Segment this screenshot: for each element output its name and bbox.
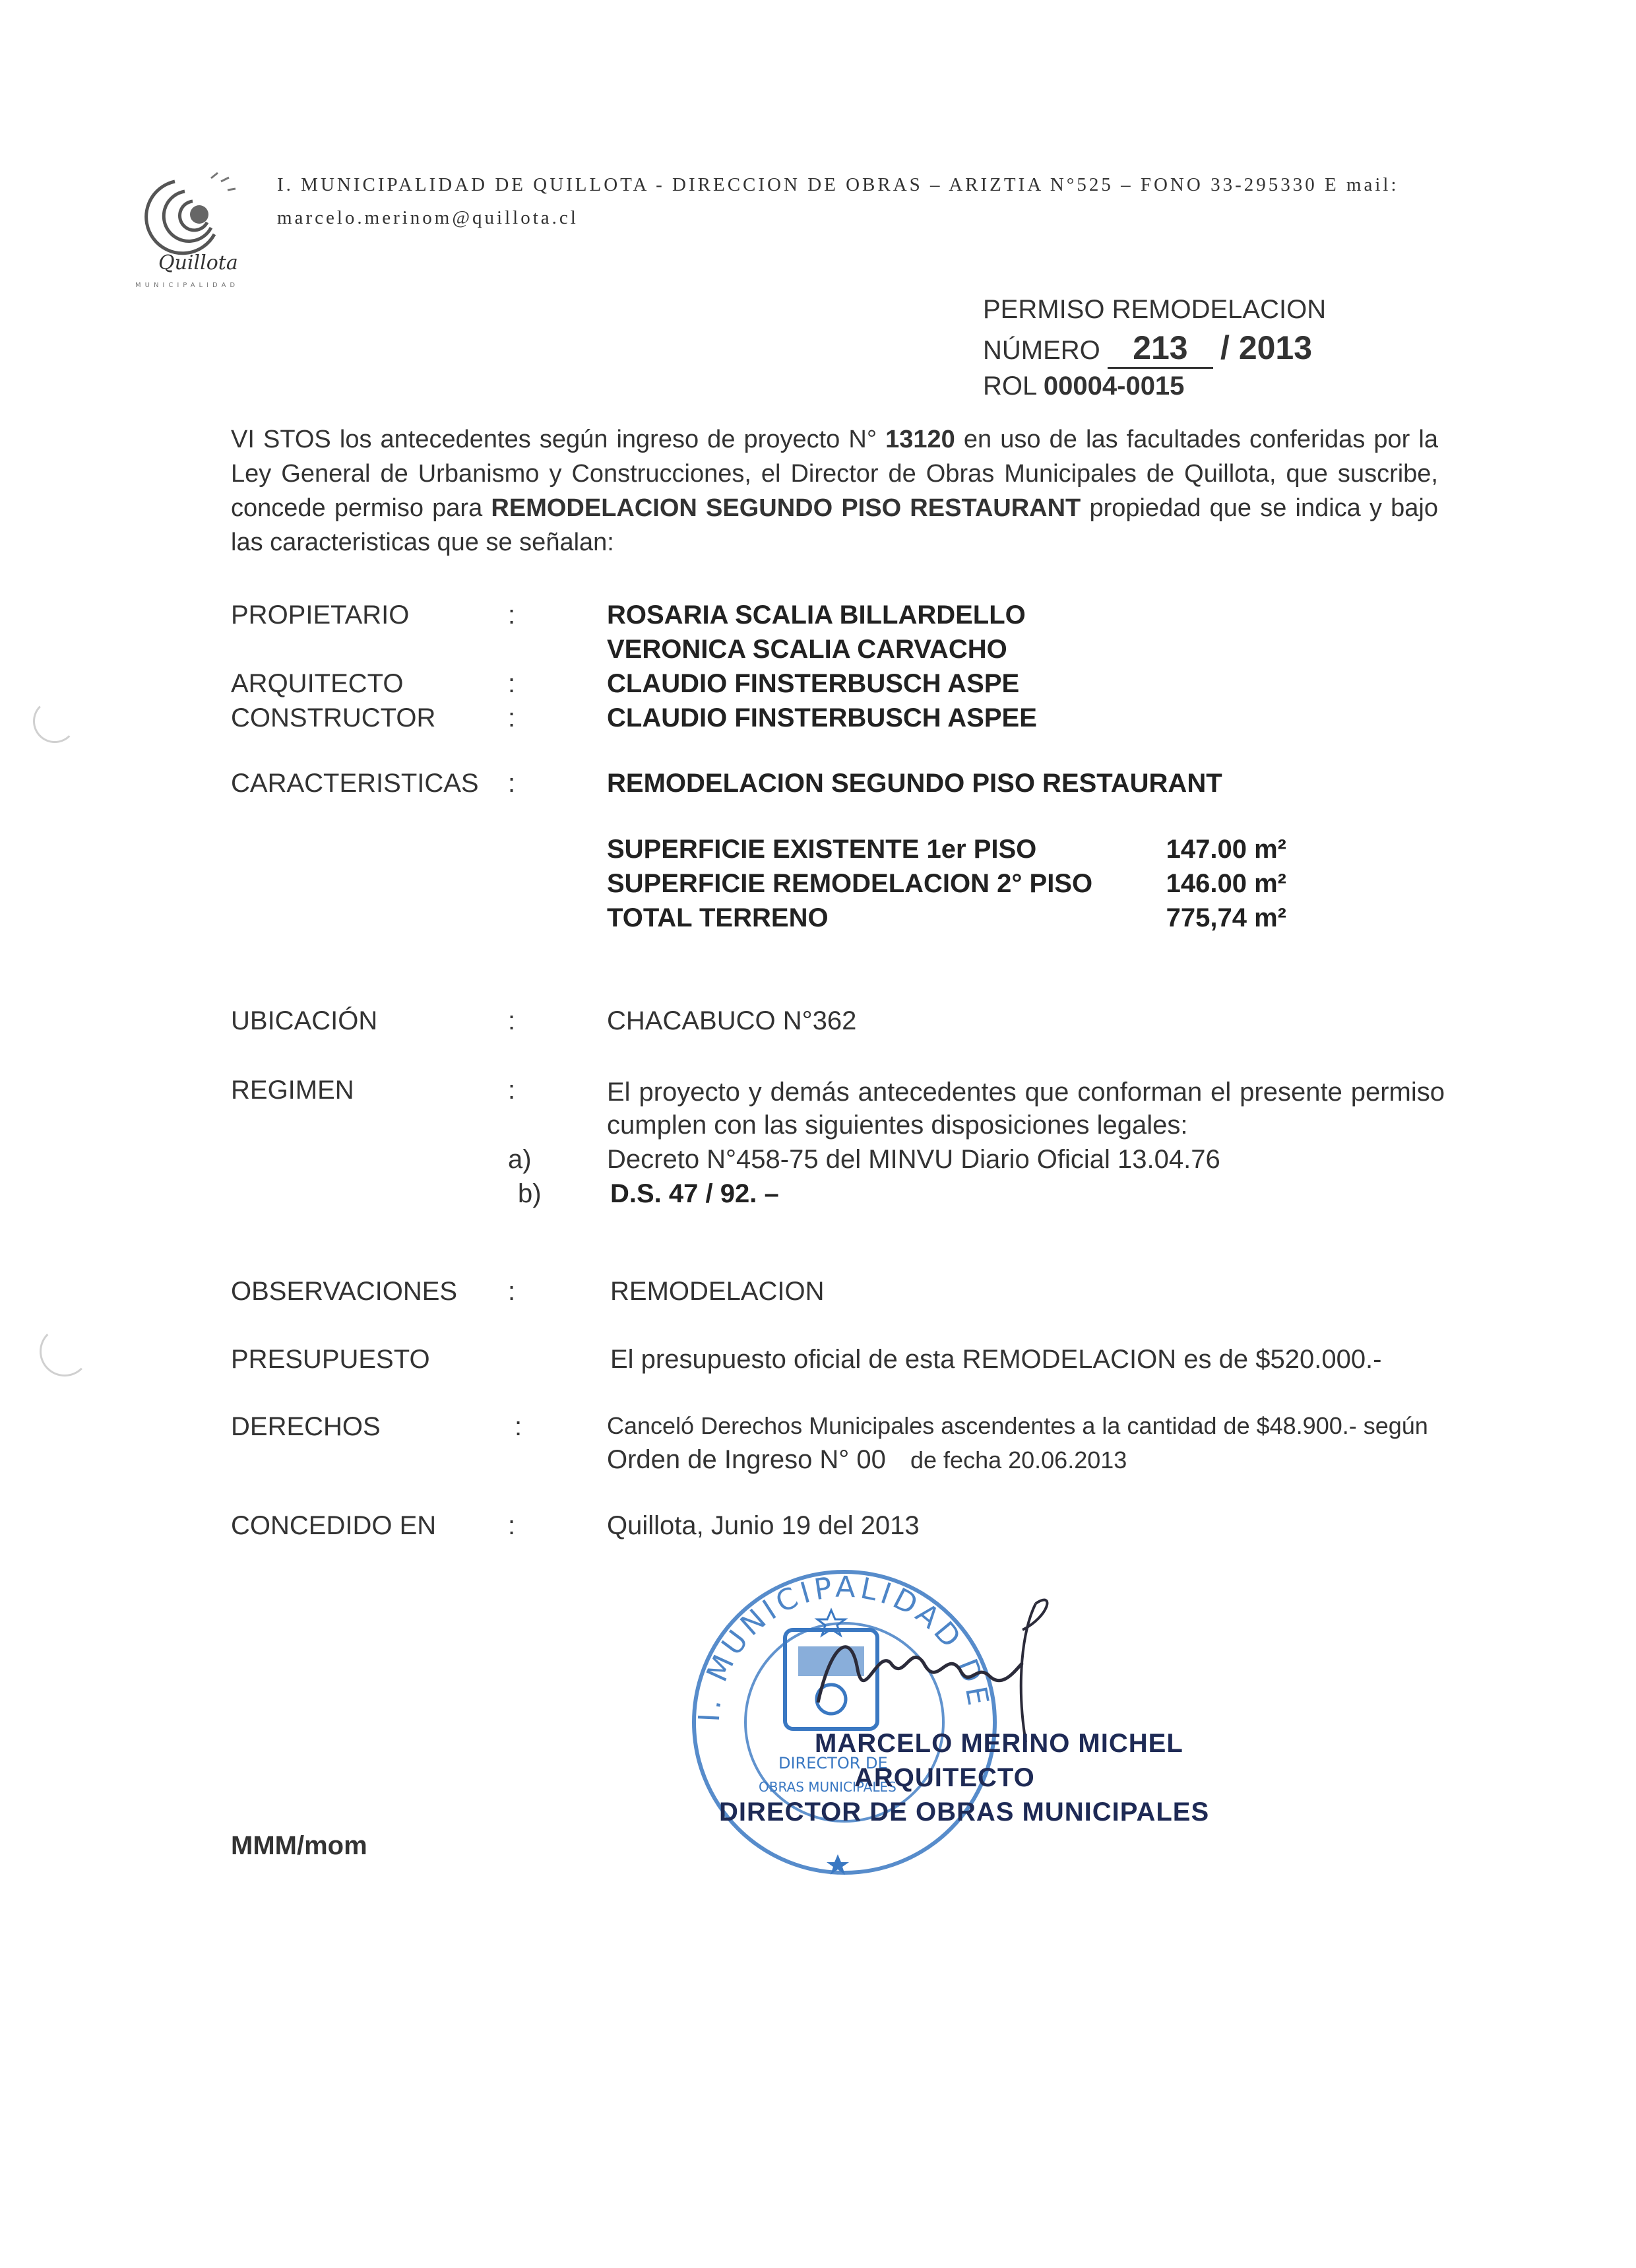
colon: : xyxy=(508,1511,516,1540)
caracteristicas-label: CARACTERISTICAS xyxy=(231,769,479,798)
colon: : xyxy=(508,703,516,732)
derechos-order: Orden de Ingreso N° 00 xyxy=(607,1445,886,1474)
observaciones-value: REMODELACION xyxy=(610,1277,825,1306)
area-label: SUPERFICIE EXISTENTE 1er PISO xyxy=(607,835,1037,864)
signer-position: DIRECTOR DE OBRAS MUNICIPALES xyxy=(719,1798,1210,1827)
colon: : xyxy=(508,669,516,698)
permit-number-row xyxy=(983,329,1326,367)
observaciones-label: OBSERVACIONES xyxy=(231,1277,458,1306)
area-label: SUPERFICIE REMODELACION 2° PISO xyxy=(607,869,1093,898)
colon: : xyxy=(508,1006,516,1035)
svg-text:OBRAS MUNICIPALES: OBRAS MUNICIPALES xyxy=(759,1779,897,1795)
svg-text:DIRECTOR DE: DIRECTOR DE xyxy=(778,1754,888,1772)
regimen-b-value: D.S. 47 / 92. – xyxy=(610,1179,779,1208)
derechos-label: DERECHOS xyxy=(231,1412,381,1441)
propietario-2: VERONICA SCALIA CARVACHO xyxy=(607,635,1007,664)
permit-title-block xyxy=(983,290,1326,405)
permit-type: PERMISO REMODELACION xyxy=(983,295,1327,324)
regimen-text: El proyecto y demás antecedentes que conforman el presente permiso cumplen con las siguientes disposiciones legales: xyxy=(607,1078,1445,1140)
intro-paragraph xyxy=(231,422,1438,560)
propietario-1: ROSARIA SCALIA BILLARDELLO xyxy=(607,600,1026,630)
concedido-label: CONCEDIDO EN xyxy=(231,1511,437,1540)
svg-text:MUNICIPALIDAD: MUNICIPALIDAD xyxy=(135,282,239,289)
permit-year: / 2013 xyxy=(1220,329,1313,366)
svg-text:Quillota: Quillota xyxy=(158,251,238,275)
colon: : xyxy=(515,1412,522,1441)
regimen-a-label: a) xyxy=(508,1145,532,1174)
presupuesto-label: PRESUPUESTO xyxy=(231,1345,430,1374)
municipality-logo xyxy=(112,152,277,290)
area-value: 147.00 m² xyxy=(1166,835,1286,864)
propietario-label: PROPIETARIO xyxy=(231,600,410,630)
rol-row xyxy=(983,367,1326,405)
permit-number: 213 xyxy=(1108,329,1213,369)
typist-initials: MMM/mom xyxy=(231,1831,367,1860)
area-value: 146.00 m² xyxy=(1166,869,1286,898)
concedido-value: Quillota, Junio 19 del 2013 xyxy=(607,1511,920,1540)
arquitecto-value: CLAUDIO FINSTERBUSCH ASPE xyxy=(607,669,1020,698)
regimen-label: REGIMEN xyxy=(231,1076,354,1105)
signer-name: MARCELO MERINO MICHEL xyxy=(815,1729,1183,1758)
presupuesto-value: El presupuesto oficial de esta REMODELACION es de $520.000.- xyxy=(610,1345,1382,1374)
svg-text:I. MUNICIPALIDAD DE QUILLOTA: I. MUNICIPALIDAD DE xyxy=(692,1570,996,1723)
hole-punch-mark xyxy=(40,1326,90,1377)
ubicacion-label: UBICACIÓN xyxy=(231,1006,378,1035)
project-name: REMODELACION SEGUNDO PISO RESTAURANT xyxy=(491,494,1081,522)
caracteristicas-value: REMODELACION SEGUNDO PISO RESTAURANT xyxy=(607,769,1222,798)
constructor-label: CONSTRUCTOR xyxy=(231,703,436,732)
permit-number-label: NÚMERO xyxy=(983,336,1100,365)
letterhead xyxy=(277,168,1464,234)
letterhead-line-1: I. MUNICIPALIDAD DE QUILLOTA - DIRECCION DE OBRAS – ARIZTIA N°525 – FONO 33-295330 E mail: xyxy=(277,174,1399,195)
ubicacion-value: CHACABUCO N°362 xyxy=(607,1006,857,1035)
colon: : xyxy=(508,769,516,798)
intro-text-1: VI STOS los antecedentes según ingreso de proyecto N° xyxy=(231,426,886,453)
project-number: 13120 xyxy=(885,426,955,453)
area-label: TOTAL TERRENO xyxy=(607,903,829,932)
regimen-b-label: b) xyxy=(518,1179,542,1208)
intro-text-3: propiedad que se indica y bajo las caracteristicas que se señalan: xyxy=(231,494,1438,556)
derechos-value-1: Canceló Derechos Municipales ascendentes a la cantidad de $48.900.- según xyxy=(607,1412,1428,1439)
handwritten-signature xyxy=(805,1590,1069,1742)
colon: : xyxy=(508,1076,516,1105)
constructor-value: CLAUDIO FINSTERBUSCH ASPEE xyxy=(607,703,1037,732)
intro-text-2: en uso de las facultades conferidas por la Ley General de Urbanismo y Construcciones, el Director de Obras Municipales de Quillota, que suscribe, concede permiso para xyxy=(231,426,1439,522)
signature-scribble-icon xyxy=(805,1590,1069,1742)
derechos-date: de fecha 20.06.2013 xyxy=(910,1446,1127,1474)
rol-value: 00004-0015 xyxy=(1043,372,1185,401)
area-value: 775,74 m² xyxy=(1166,903,1286,932)
letterhead-email: marcelo.merinom@quillota.cl xyxy=(277,207,579,228)
arquitecto-label: ARQUITECTO xyxy=(231,669,404,698)
signer-role: ARQUITECTO xyxy=(854,1763,1035,1792)
hole-punch-mark xyxy=(33,699,77,743)
rol-label: ROL xyxy=(983,372,1036,401)
regimen-a-value: Decreto N°458-75 del MINVU Diario Oficial 13.04.76 xyxy=(607,1145,1220,1174)
colon: : xyxy=(508,1277,516,1306)
colon: : xyxy=(508,600,516,630)
logo-swirl-icon xyxy=(112,152,277,290)
